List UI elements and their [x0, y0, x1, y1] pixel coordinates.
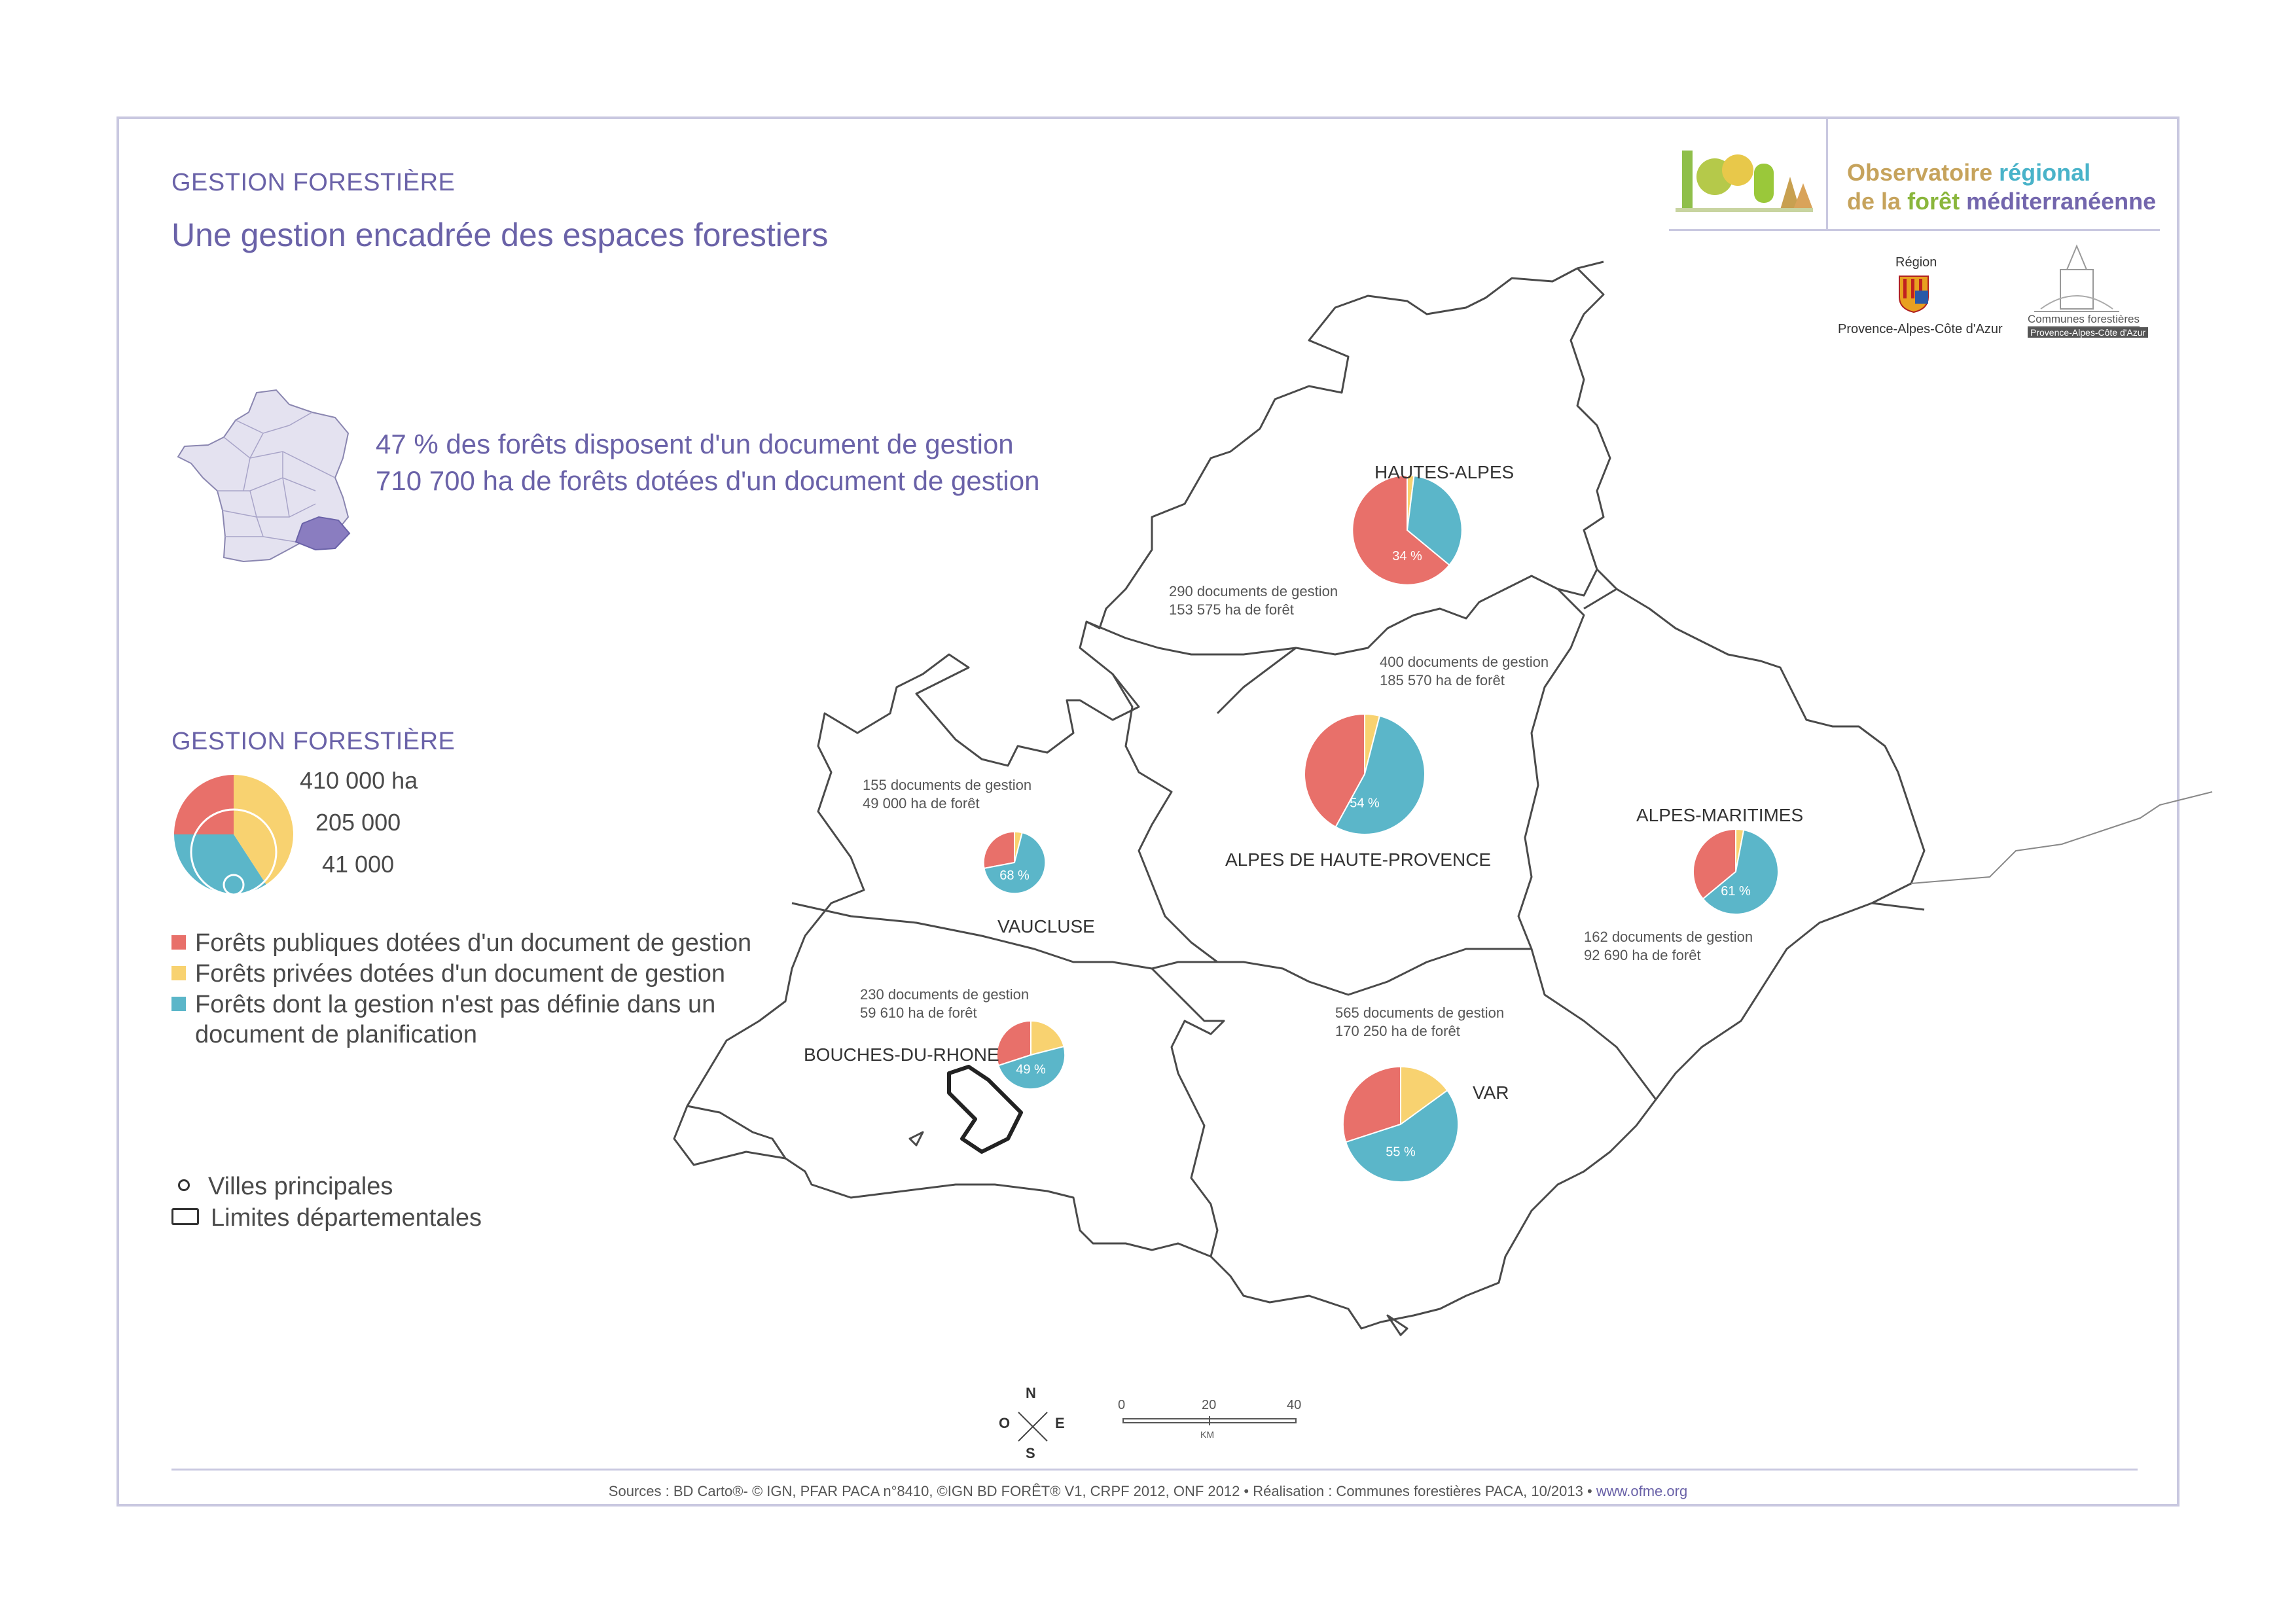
- dept-label-alpes-haute-provence: ALPES DE HAUTE-PROVENCE: [1225, 849, 1492, 870]
- stat-line-2: 710 700 ha de forêts dotées d'un document de gestion: [376, 465, 1040, 496]
- annot-alpes-haute-provence: 400 documents de gestion 185 570 ha de forêt: [1380, 654, 1549, 688]
- annot-vaucluse: 155 documents de gestion 49 000 ha de forêt: [863, 777, 1032, 812]
- scale-t1: 20: [1202, 1398, 1217, 1412]
- compass-e: E: [1055, 1415, 1065, 1431]
- compass-o: O: [999, 1415, 1011, 1431]
- pie-pct-label: 34 %: [1392, 549, 1422, 564]
- legend-title: GESTION FORESTIÈRE: [171, 728, 456, 755]
- ofme-title: Observatoire régional de la forêt méditerranéenne: [1847, 159, 2157, 215]
- pie-pct-label: 61 %: [1721, 883, 1751, 899]
- dept-label-vaucluse: VAUCLUSE: [997, 916, 1095, 936]
- pie-pct-label: 55 %: [1386, 1145, 1416, 1160]
- footer-sources: Sources : BD Carto®- © IGN, PFAR PACA n°8410, ©IGN BD FORÊT® V1, CRPF 2012, ONF 2012 • Réalisation : Communes forestières PACA, 10/2013 • www.ofme.org: [608, 1483, 1688, 1499]
- scale-t2: 40: [1287, 1398, 1302, 1412]
- communes-label: Communes forestières: [2028, 313, 2140, 325]
- legend-size-medium: 205 000: [315, 809, 401, 836]
- pie-pct-label: 68 %: [999, 868, 1030, 883]
- annot-hautes-alpes: 290 documents de gestion 153 575 ha de forêt: [1169, 583, 1338, 618]
- legend-item-private: Forêts privées dotées d'un document de gestion: [171, 959, 725, 989]
- footer-url[interactable]: www.ofme.org: [1596, 1483, 1688, 1499]
- dept-label-hautes-alpes: HAUTES-ALPES: [1374, 462, 1515, 482]
- section-label: GESTION FORESTIÈRE: [171, 169, 456, 196]
- stat-line-1: 47 % des forêts disposent d'un document de gestion: [376, 429, 1014, 459]
- legend-item-public: Forêts publiques dotées d'un document de gestion: [171, 928, 751, 958]
- dept-label-bouches-du-rhone: BOUCHES-DU-RHONE: [804, 1044, 999, 1065]
- legend-item-undefined: Forêts dont la gestion n'est pas définie dans un: [171, 990, 715, 1020]
- dept-label-var: VAR: [1473, 1082, 1509, 1103]
- dept-label-alpes-maritimes: ALPES-MARITIMES: [1636, 805, 1804, 825]
- compass-n: N: [1026, 1385, 1036, 1401]
- footer-rule: [171, 1469, 2138, 1471]
- pie-pct-label: 54 %: [1350, 796, 1380, 811]
- page-title: Une gestion encadrée des espaces forestiers: [171, 217, 829, 253]
- legend-limits: Limites départementales: [171, 1203, 482, 1233]
- annot-var: 565 documents de gestion 170 250 ha de forêt: [1335, 1005, 1505, 1039]
- communes-region: Provence-Alpes-Côte d'Azur: [2028, 327, 2148, 338]
- scale-unit: KM: [1200, 1429, 1214, 1440]
- legend-cities: Villes principales: [171, 1171, 393, 1202]
- region-label: Région: [1895, 255, 1937, 270]
- annot-alpes-maritimes: 162 documents de gestion 92 690 ha de forêt: [1584, 929, 1753, 963]
- region-name: Provence-Alpes-Côte d'Azur: [1838, 322, 2003, 336]
- annot-bouches-du-rhone: 230 documents de gestion 59 610 ha de forêt: [860, 986, 1030, 1021]
- pie-pct-label: 49 %: [1016, 1062, 1046, 1077]
- legend-size-large: 410 000 ha: [300, 767, 418, 794]
- legend-item-undefined-line2: document de planification: [195, 1021, 477, 1048]
- compass-s: S: [1026, 1445, 1035, 1461]
- scale-t0: 0: [1118, 1398, 1126, 1412]
- legend-size-small: 41 000: [322, 851, 395, 878]
